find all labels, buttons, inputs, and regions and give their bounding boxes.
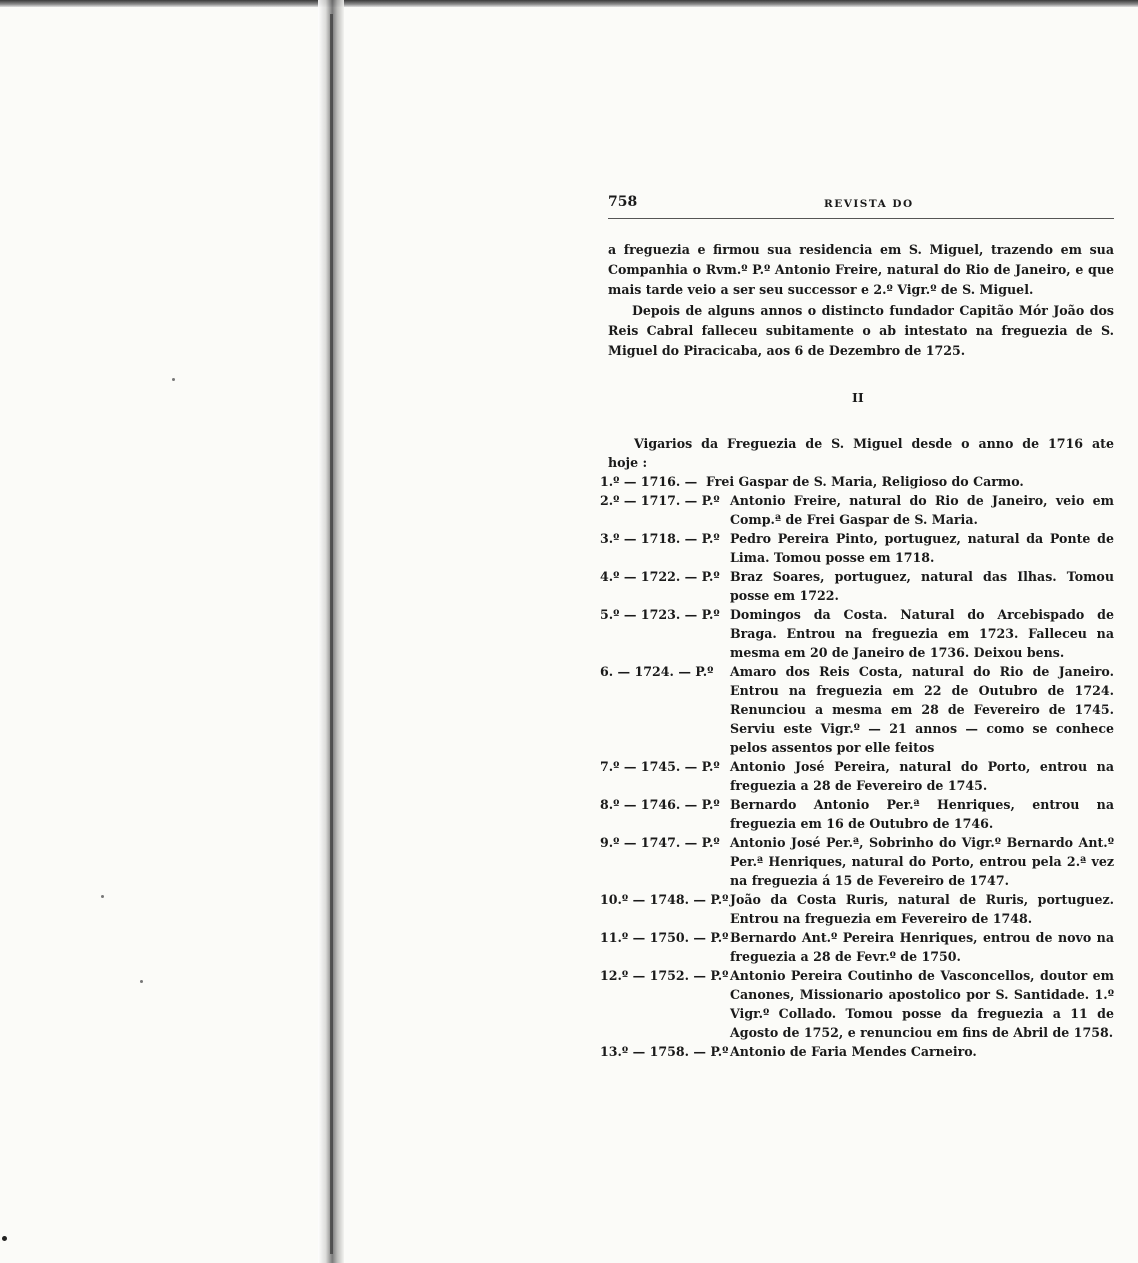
- entry-text: Amaro dos Reis Costa, natural do Rio de Janeiro. Entrou na freguezia em 22 de Outubro de 1724. Renunciou a mesma em 28 de Fevereiro de 1745. Serviu este Vigr.º — 21 annos — como se conhece pelos assentos por elle feitos: [730, 664, 1114, 755]
- list-item: [600, 890, 1114, 928]
- entry-label: 13.º — 1758. — P.º: [600, 1044, 729, 1059]
- list-item: [600, 662, 1114, 757]
- entry-text: Antonio José Pereira, natural do Porto, entrou na freguezia a 28 de Fevereiro de 1745.: [730, 759, 1114, 793]
- entry-label: 8.º — 1746. — P.º: [600, 797, 720, 812]
- paragraph-1: a freguezia e firmou sua residencia em S. Miguel, trazendo em sua Companhia o Rvm.º P.º Antonio Freire, natural do Rio de Janeiro, e que mais tarde veio a ser seu successor e 2.º Vigr.º de S. Miguel.: [608, 242, 1114, 297]
- list-item: [600, 605, 1114, 662]
- entry-label: 9.º — 1747. — P.º: [600, 835, 720, 850]
- list-item: [600, 1042, 1114, 1061]
- list-item: [600, 928, 1114, 966]
- entry-label: 4.º — 1722. — P.º: [600, 569, 720, 584]
- entry-text: João da Costa Ruris, natural de Ruris, portuguez. Entrou na freguezia em Fevereiro de 1748.: [730, 892, 1114, 926]
- intro-line-2: hoje :: [608, 455, 648, 470]
- entry-label: 1.º — 1716. —: [600, 474, 698, 489]
- page-header: [608, 192, 1114, 219]
- page-number: 758: [608, 194, 638, 210]
- entry-label: 10.º — 1748. — P.º: [600, 892, 729, 907]
- entry-text: Bernardo Antonio Per.ª Henriques, entrou na freguezia em 16 de Outubro de 1746.: [730, 797, 1114, 831]
- entry-label: 3.º — 1718. — P.º: [600, 531, 720, 546]
- list-item: [600, 795, 1114, 833]
- entry-text: Frei Gaspar de S. Maria, Religioso do Carmo.: [706, 474, 1024, 489]
- list-item: [600, 567, 1114, 605]
- vicar-list: [600, 472, 1114, 1061]
- entry-label: 11.º — 1750. — P.º: [600, 930, 729, 945]
- intro-line-1: Vigarios da Freguezia de S. Miguel desde o anno de 1716 ate: [634, 436, 1114, 451]
- section-intro: [608, 434, 1114, 472]
- entry-text: Antonio Freire, natural do Rio de Janeiro, veio em Comp.ª de Frei Gaspar de S. Maria.: [730, 493, 1114, 527]
- paragraph-2: Depois de alguns annos o distincto fundador Capitão Mór João dos Reis Cabral falleceu subitamente o ab intestato na freguezia de S. Miguel do Piracicaba, aos 6 de Dezembro de 1725.: [608, 303, 1114, 358]
- entry-text: Bernardo Ant.º Pereira Henriques, entrou de novo na freguezia a 28 de Fevr.º de 1750.: [730, 930, 1114, 964]
- entry-text: Pedro Pereira Pinto, portuguez, natural da Ponte de Lima. Tomou posse em 1718.: [730, 531, 1114, 565]
- entry-text: Antonio Pereira Coutinho de Vasconcellos, doutor em Canones, Missionario apostolico por S. Santidade. 1.º Vigr.º Collado. Tomou posse da freguezia a 11 de Agosto de 1752, e renunciou em fins de Abril de 1758.: [730, 968, 1114, 1040]
- running-head: REVISTA DO: [824, 198, 914, 210]
- entry-text: Domingos da Costa. Natural do Arcebispado de Braga. Entrou na freguezia em 1723. Falleceu na mesma em 20 de Janeiro de 1736. Deixou bens.: [730, 607, 1114, 660]
- list-item: [600, 472, 1114, 491]
- entry-label: 12.º — 1752. — P.º: [600, 968, 729, 983]
- entry-text: Antonio de Faria Mendes Carneiro.: [730, 1044, 977, 1059]
- entry-label: 5.º — 1723. — P.º: [600, 607, 720, 622]
- list-item: [600, 491, 1114, 529]
- list-item: [600, 757, 1114, 795]
- list-item: [600, 529, 1114, 567]
- entry-text: Braz Soares, portuguez, natural das Ilhas. Tomou posse em 1722.: [730, 569, 1114, 603]
- list-item: [600, 833, 1114, 890]
- list-item: [600, 966, 1114, 1042]
- entry-label: 6. — 1724. — P.º: [600, 664, 714, 679]
- entry-label: 2.º — 1717. — P.º: [600, 493, 720, 508]
- entry-label: 7.º — 1745. — P.º: [600, 759, 720, 774]
- entry-text: Antonio José Per.ª, Sobrinho do Vigr.º Bernardo Ant.º Per.ª Henriques, natural do Porto, entrou pela 2.ª vez na freguezia á 15 de Fevereiro de 1747.: [730, 835, 1114, 888]
- section-numeral: II: [852, 390, 864, 405]
